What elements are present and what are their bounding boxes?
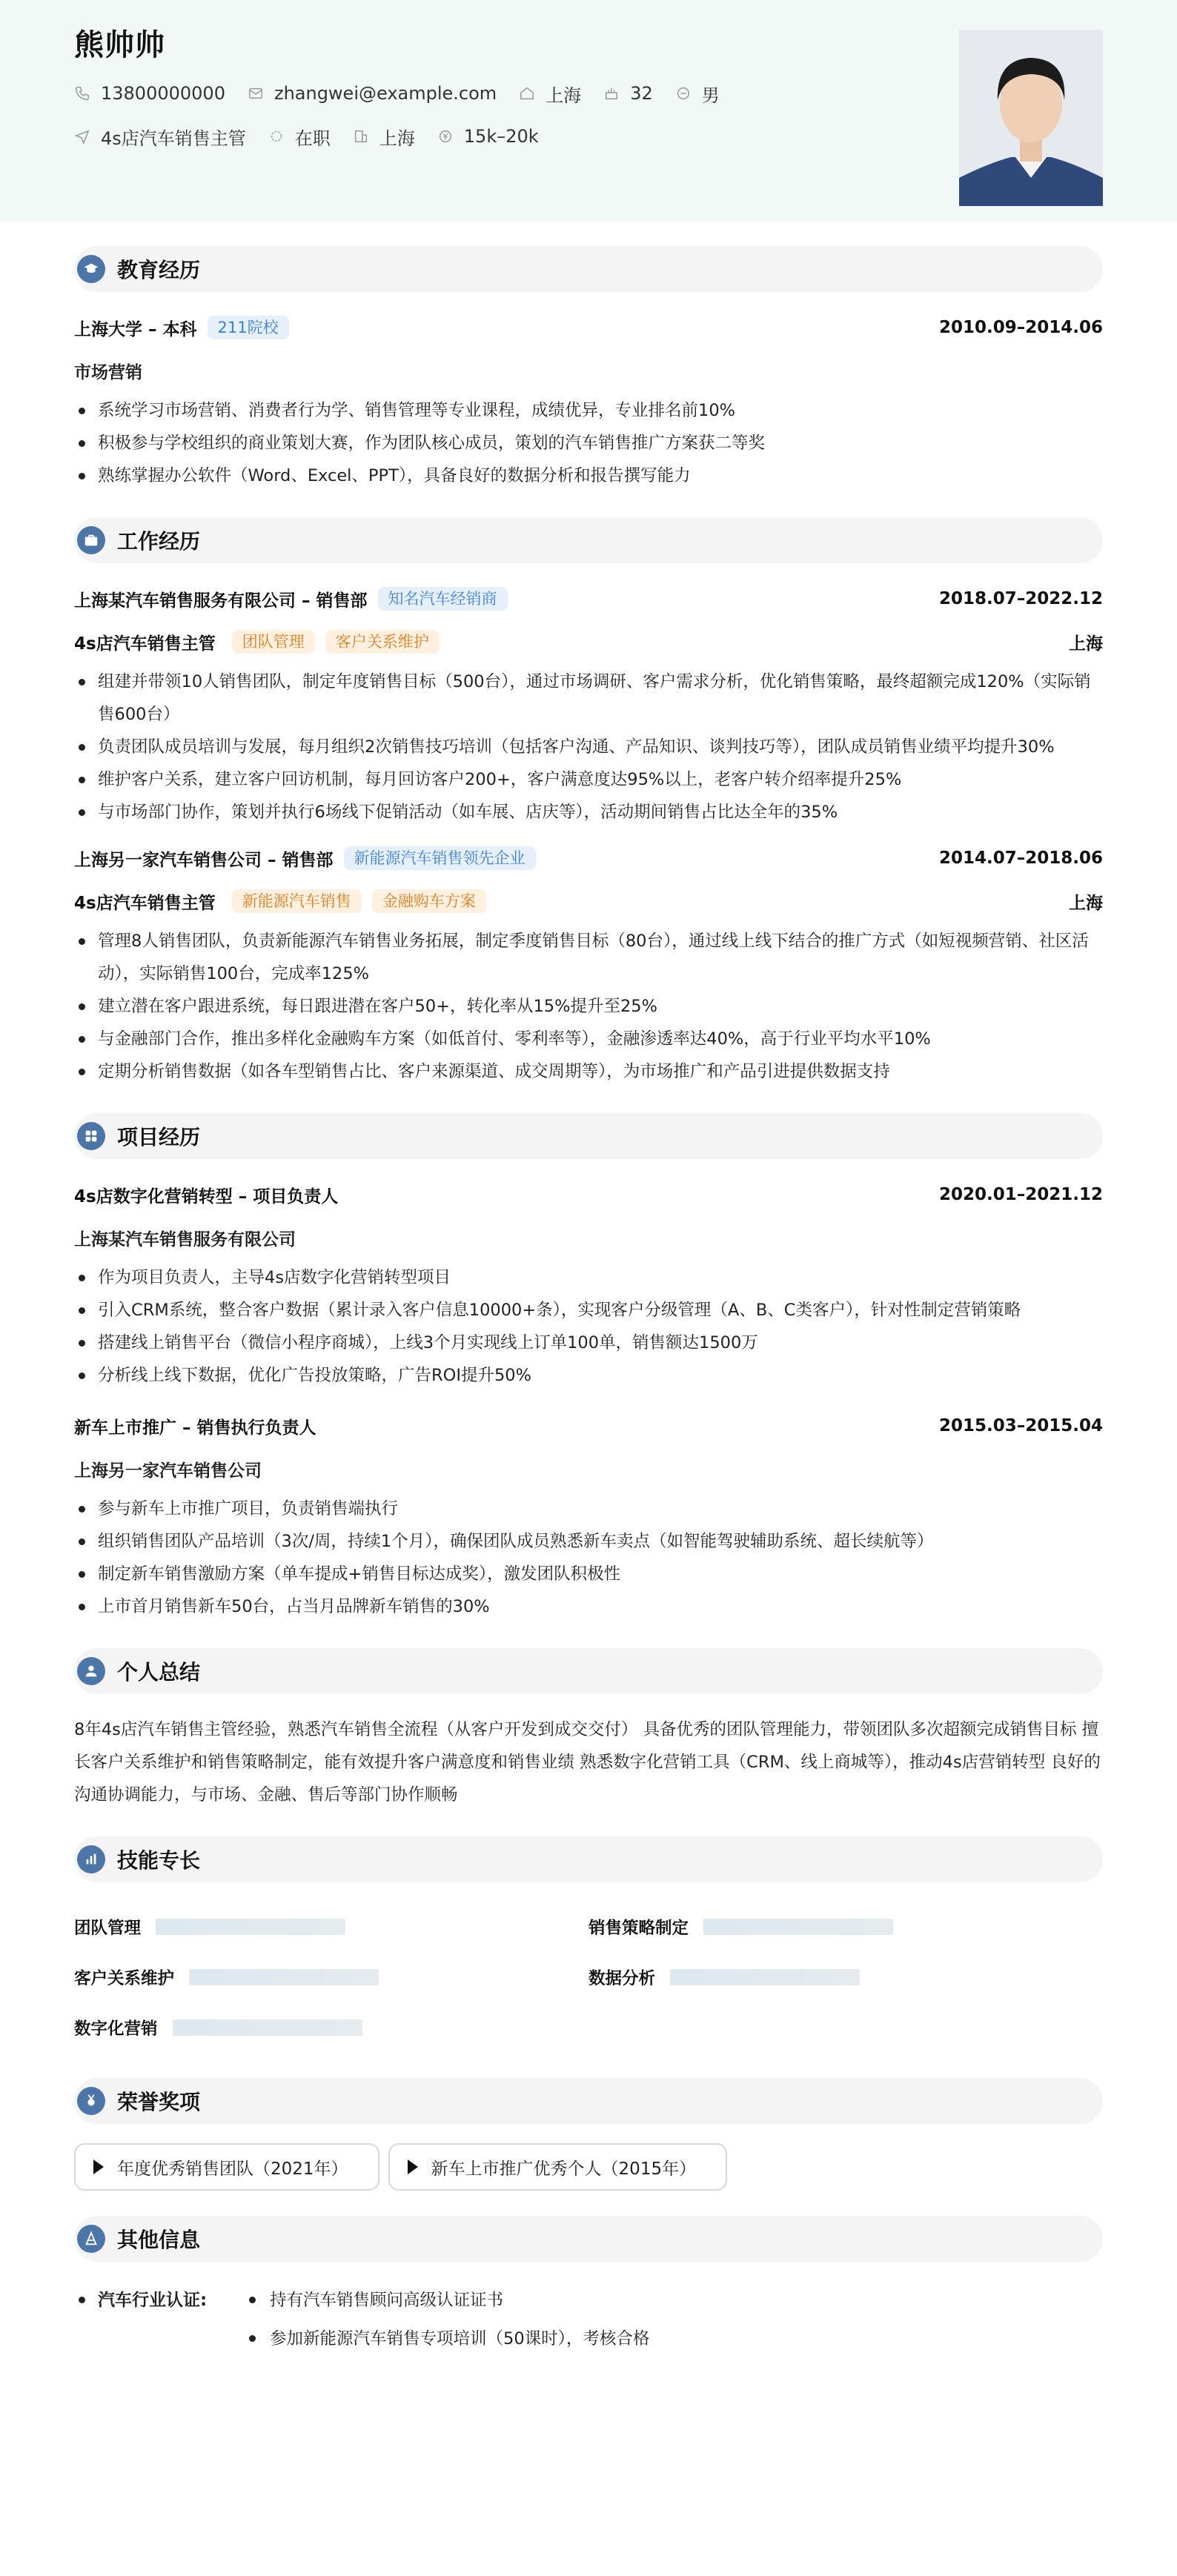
email-info	[248, 83, 497, 104]
phone-text: 13800000000	[101, 83, 225, 104]
skill-name: 数据分析	[588, 1969, 656, 1988]
list-item: 维护客户关系，建立客户回访机制，每月回访客户200+，客户满意度达95%以上，老客户转介绍率提升25%	[74, 763, 1103, 796]
list-item: 负责团队成员培训与发展，每月组织2次销售技巧培训（包括客户沟通、产品知识、谈判技巧等），团队成员销售业绩平均提升30%	[74, 731, 1103, 763]
project-row	[74, 1178, 1103, 1211]
age-info	[603, 83, 653, 104]
work-city: 上海	[1069, 893, 1103, 913]
award-item	[74, 2143, 379, 2191]
project-period: 2015.03–2015.04	[938, 1416, 1103, 1435]
list-item: 持有汽车销售顾问高级认证证书	[245, 2281, 649, 2320]
skill-name: 客户关系维护	[74, 1969, 175, 1988]
list-item: 作为项目负责人，主导4s店数字化营销转型项目	[74, 1261, 1103, 1294]
section-title: 教育经历	[117, 258, 201, 282]
section-summary-header	[74, 1648, 1103, 1694]
medal-icon	[77, 2087, 105, 2115]
salary-info	[437, 126, 539, 147]
education-entry	[74, 311, 1103, 492]
resume-body	[0, 246, 1177, 2358]
award-name: 年度优秀销售团队（2021年）	[117, 2159, 348, 2179]
skill-bar	[703, 1919, 893, 1935]
money-icon	[437, 128, 454, 145]
triangle-right-icon	[93, 2160, 104, 2174]
school-tag: 211院校	[208, 316, 289, 339]
list-item: 熟练掌握办公软件（Word、Excel、PPT），具备良好的数据分析和报告撰写能力	[74, 459, 1103, 492]
role-name: 4s店汽车销售主管	[74, 634, 216, 654]
section-title: 个人总结	[117, 1660, 201, 1684]
list-item: 系统学习市场营销、消费者行为学、销售管理等专业课程，成绩优异，专业排名前10%	[74, 394, 1103, 427]
target-city-info	[353, 124, 415, 150]
list-item: 分析线上线下数据，优化广告投放策略，广告ROI提升50%	[74, 1359, 1103, 1392]
work-bullets	[74, 665, 1103, 829]
list-item: 引入CRM系统，整合客户数据（累计录入客户信息10000+条），实现客户分级管理（A、B、C类客户），针对性制定营销策略	[74, 1294, 1103, 1327]
position-text: 4s店汽车销售主管	[101, 127, 246, 149]
project-org: 上海另一家汽车销售公司	[74, 1461, 262, 1481]
major-name: 市场营销	[74, 362, 142, 382]
major-row	[74, 354, 1103, 387]
list-item: 管理8人销售团队，负责新能源汽车销售业务拓展，制定季度销售目标（80台），通过线上线下结合的推广方式（如短视频营销、社区活动），实际销售100台，完成率125%	[74, 925, 1103, 990]
project-entry-1	[74, 1178, 1103, 1392]
skill-item	[588, 1952, 1103, 2002]
triangle-right-icon	[408, 2160, 418, 2174]
skill-item	[74, 1902, 588, 1952]
section-work-header	[74, 517, 1103, 563]
award-name: 新车上市推广优秀个人（2015年）	[431, 2159, 697, 2179]
award-item	[388, 2143, 728, 2191]
skill-bar	[189, 1969, 379, 1985]
role-row	[74, 885, 1103, 917]
section-other-header	[74, 2216, 1103, 2262]
skill-item	[74, 2002, 588, 2053]
grid-icon	[77, 1122, 105, 1150]
home-icon	[519, 85, 535, 102]
skill-bar	[173, 2019, 362, 2036]
project-org: 上海某汽车销售服务有限公司	[74, 1229, 296, 1249]
mail-icon	[248, 85, 264, 102]
skill-name: 销售策略制定	[588, 1919, 689, 1938]
gender-icon	[675, 85, 692, 102]
info-row-2	[74, 123, 1103, 150]
project-org-row	[74, 1221, 1103, 1254]
skill-bar	[156, 1919, 345, 1935]
role-tag: 客户关系维护	[325, 630, 440, 654]
list-item: 搭建线上销售平台（微信小程序商城），上线3个月实现线上订单100单，销售额达1500万	[74, 1327, 1103, 1359]
list-item: 与市场部门协作，策划并执行6场线下促销活动（如车展、店庆等），活动期间销售占比达全年的35%	[74, 796, 1103, 829]
role-tag: 团队管理	[232, 630, 315, 654]
education-bullets	[74, 394, 1103, 492]
location-info	[519, 81, 581, 107]
skill-item	[74, 1952, 588, 2002]
company-tag: 知名汽车经销商	[378, 587, 508, 611]
briefcase-icon	[77, 526, 105, 554]
bar-chart-icon	[77, 1845, 105, 1873]
work-city: 上海	[1069, 634, 1103, 654]
phone-info	[74, 83, 225, 104]
section-title: 技能专长	[117, 1848, 201, 1873]
work-period: 2014.07–2018.06	[938, 849, 1103, 868]
status-info	[268, 124, 331, 150]
list-item: 与金融部门合作，推出多样化金融购车方案（如低首付、零利率等），金融渗透率达40%，高于行业平均水平10%	[74, 1023, 1103, 1055]
send-icon	[74, 128, 90, 145]
section-title: 项目经历	[117, 1125, 201, 1149]
email-text: zhangwei@example.com	[273, 83, 497, 104]
role-tag: 金融购车方案	[372, 889, 486, 913]
awards-list	[74, 2143, 1103, 2191]
age-text: 32	[630, 83, 653, 104]
project-bullets	[74, 1261, 1103, 1392]
other-list	[245, 2281, 649, 2358]
info-row-1	[74, 80, 1103, 107]
school-name: 上海大学 – 本科	[74, 319, 197, 339]
section-education-header	[74, 246, 1103, 292]
list-item: 组织销售团队产品培训（3次/周，持续1个月），确保团队成员熟悉新车卖点（如智能驾驶辅助系统、超长续航等）	[74, 1525, 1103, 1558]
work-bullets	[74, 925, 1103, 1088]
project-name: 新车上市推广 – 销售执行负责人	[74, 1418, 316, 1438]
skill-name: 团队管理	[74, 1919, 142, 1938]
location-text: 上海	[546, 84, 582, 106]
status-text: 在职	[294, 127, 331, 149]
list-item: 组建并带领10人销售团队，制定年度销售目标（500台），通过市场调研、客户需求分析，优化销售策略，最终超额完成120%（实际销售600台）	[74, 665, 1103, 731]
skill-bar	[670, 1969, 860, 1985]
section-title: 其他信息	[117, 2228, 201, 2252]
company-tag: 新能源汽车销售领先企业	[344, 846, 536, 870]
profile-photo	[959, 30, 1103, 206]
project-bullets	[74, 1493, 1103, 1623]
list-item: 参加新能源汽车销售专项培训（50课时），考核合格	[245, 2320, 649, 2358]
user-icon	[77, 1657, 105, 1685]
building-icon	[353, 128, 369, 145]
skills-list	[74, 1902, 1103, 2053]
list-item: 积极参与学校组织的商业策划大赛，作为团队核心成员，策划的汽车销售推广方案获二等奖	[74, 427, 1103, 459]
list-item: 制定新车销售激励方案（单车提成+销售目标达成奖），激发团队积极性	[74, 1558, 1103, 1590]
role-tag: 新能源汽车销售	[232, 889, 362, 913]
work-entry-2	[74, 842, 1103, 1088]
company-row	[74, 842, 1103, 874]
skill-item	[588, 1902, 1103, 1952]
tag-icon	[77, 2225, 105, 2253]
position-info	[74, 124, 246, 150]
summary-text: 8年4s店汽车销售主管经验，熟悉汽车销售全流程（从客户开发到成交交付） 具备优秀的团队管理能力，带领团队多次超额完成销售目标 擅长客户关系维护和销售策略制定，能有效提升客户满意度和销售业绩 熟悉数字化营销工具（CRM、线上商城等），推动4s店营销转型 良好的沟通协调能力，与市场、金融、售后等部门协作顺畅	[74, 1720, 1101, 1805]
project-name: 4s店数字化营销转型 – 项目负责人	[74, 1186, 339, 1206]
graduation-cap-icon	[77, 255, 105, 283]
project-period: 2020.01–2021.12	[938, 1185, 1103, 1204]
target-city-text: 上海	[379, 127, 415, 149]
skill-name: 数字化营销	[74, 2019, 158, 2039]
status-icon	[268, 128, 285, 145]
role-name: 4s店汽车销售主管	[74, 893, 216, 913]
candidate-name: 熊帅帅	[74, 28, 165, 62]
gender-text: 男	[701, 84, 720, 106]
list-item: 上市首月销售新车50台，占当月品牌新车销售的30%	[74, 1590, 1103, 1623]
gender-info	[675, 81, 720, 107]
salary-text: 15k–20k	[463, 126, 539, 147]
company-row	[74, 582, 1103, 615]
section-title: 工作经历	[117, 529, 201, 554]
project-org-row	[74, 1453, 1103, 1485]
section-skills-header	[74, 1836, 1103, 1882]
other-info	[74, 2281, 1103, 2358]
company-name: 上海某汽车销售服务有限公司 – 销售部	[74, 591, 368, 611]
education-row	[74, 311, 1103, 344]
list-item: 参与新车上市推广项目，负责销售端执行	[74, 1493, 1103, 1525]
cake-icon	[603, 85, 620, 102]
work-entry-1	[74, 582, 1103, 829]
section-projects-header	[74, 1113, 1103, 1159]
role-row	[74, 625, 1103, 658]
list-item: 定期分析销售数据（如各车型销售占比、客户来源渠道、成交周期等），为市场推广和产品引进提供数据支持	[74, 1055, 1103, 1088]
list-item: 建立潜在客户跟进系统，每日跟进潜在客户50+，转化率从15%提升至25%	[74, 990, 1103, 1023]
resume-header	[0, 0, 1177, 221]
section-title: 荣誉奖项	[117, 2090, 201, 2114]
project-entry-2	[74, 1410, 1103, 1623]
company-name: 上海另一家汽车销售公司 – 销售部	[74, 850, 334, 870]
other-label: 汽车行业认证:	[74, 2281, 245, 2358]
education-period: 2010.09–2014.06	[938, 318, 1103, 337]
work-period: 2018.07–2022.12	[938, 589, 1103, 608]
phone-icon	[74, 85, 90, 102]
project-row	[74, 1410, 1103, 1442]
section-awards-header	[74, 2078, 1103, 2124]
